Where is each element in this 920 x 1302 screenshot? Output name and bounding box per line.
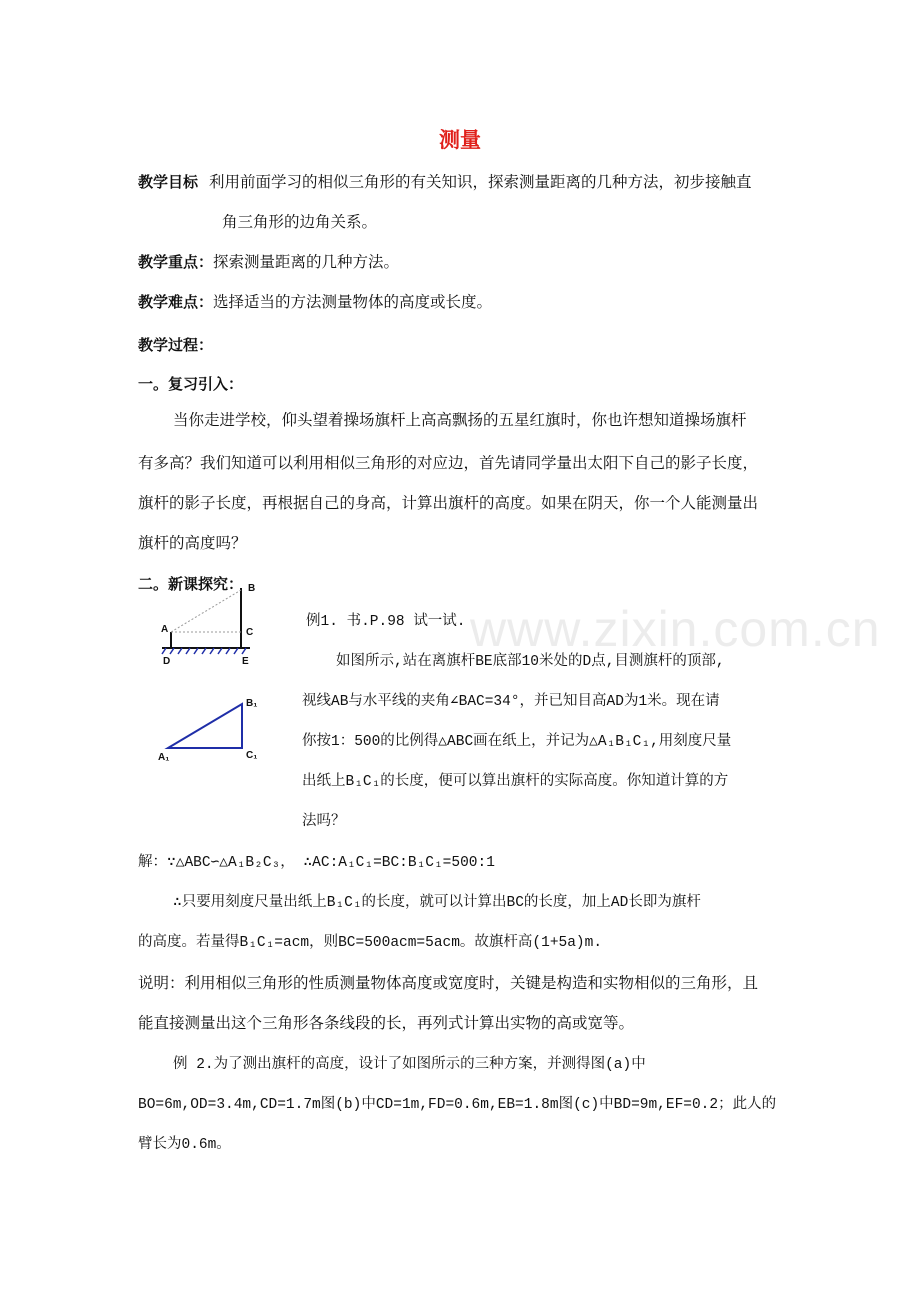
page-title: 测量 — [439, 128, 481, 152]
process-label: 教学过程： — [138, 336, 214, 354]
example1-line: 视线AB与水平线的夹角∠BAC=34°，并已知目高AD为1米。现在请 — [302, 694, 720, 710]
key-point-text: 探索测量距离的几种方法。 — [213, 253, 400, 271]
example1-title: 例1. 书.P.98 试一试. — [306, 614, 466, 630]
section1-line: 当你走进学校，仰头望着操场旗杆上高高飘扬的五星红旗时，你也许想知道操场旗杆 — [173, 411, 747, 429]
solution-line3: 的高度。若量得B₁C₁=acm，则BC=500acm=5acm。故旗杆高(1+5a)m. — [138, 935, 603, 951]
solution-line1: 解：∵△ABC∽△A₁B₂C₃， ∴AC:A₁C₁=BC:B₁C₁=500:1 — [138, 855, 495, 871]
label-a: A — [161, 624, 169, 635]
label-a1: A₁ — [158, 752, 170, 763]
objective-row — [138, 172, 751, 192]
section1-line: 旗杆的影子长度，再根据自己的身高，计算出旗杆的高度。如果在阴天，你一个人能测量出 — [138, 494, 759, 512]
difficulty-label: 教学难点： — [138, 293, 214, 311]
note-line1: 说明：利用相似三角形的性质测量物体高度或宽度时，关键是构造和实物相似的三角形，且 — [138, 974, 759, 992]
triangle-a1b1c1 — [168, 704, 242, 748]
label-c1: C₁ — [246, 750, 258, 761]
example2-line: BO=6m,OD=3.4m,CD=1.7m图(b)中CD=1m,FD=0.6m,EB=1.8m图(c)中BD=9m,EF=0.2；此人的 — [138, 1097, 777, 1113]
example1-line: 法吗？ — [302, 814, 346, 830]
example1-line: 出纸上B₁C₁的长度，便可以算出旗杆的实际高度。你知道计算的方 — [302, 774, 729, 790]
key-point-label: 教学重点： — [138, 253, 214, 271]
section1-line: 有多高？我们知道可以利用相似三角形的对应边，首先请同学量出太阳下自己的影子长度， — [138, 454, 759, 472]
watermark: www.zixin.com.cn — [470, 601, 881, 657]
flagpole-figure — [150, 578, 270, 668]
scaled-triangle-figure — [150, 690, 270, 770]
note-line2: 能直接测量出这个三角形各条线段的长，再列式计算出实物的高或宽等。 — [138, 1014, 635, 1032]
section2-heading: 二。新课探究： — [138, 575, 244, 593]
objective-text-line2: 角三角形的边角关系。 — [222, 213, 378, 231]
solution-line2: ∴只要用刻度尺量出纸上B₁C₁的长度，就可以计算出BC的长度，加上AD长即为旗杆 — [173, 895, 701, 911]
difficulty-text: 选择适当的方法测量物体的高度或长度。 — [213, 293, 493, 311]
section1-heading: 一。复习引入： — [138, 375, 244, 393]
label-c: C — [246, 627, 254, 638]
example2-line: 例 2.为了测出旗杆的高度，设计了如图所示的三种方案，并测得图(a)中 — [173, 1057, 646, 1073]
difficulty-row — [138, 292, 492, 312]
objective-label: 教学目标 — [138, 173, 199, 191]
key-point-row — [138, 252, 399, 272]
objective-text-line1: 利用前面学习的相似三角形的有关知识，探索测量距离的几种方法，初步接触直 — [208, 173, 752, 191]
label-b: B — [248, 583, 256, 594]
label-b1: B₁ — [246, 698, 258, 709]
sight-line — [171, 590, 241, 632]
example1-line: 如图所示,站在离旗杆BE底部10米处的D点,目测旗杆的顶部, — [336, 654, 725, 670]
label-d: D — [163, 656, 171, 667]
example1-line: 你按1：500的比例得△ABC画在纸上，并记为△A₁B₁C₁,用刻度尺量 — [302, 734, 732, 750]
section1-line: 旗杆的高度吗？ — [138, 534, 247, 552]
example2-line: 臂长为0.6m。 — [138, 1137, 231, 1153]
label-e: E — [242, 656, 249, 667]
